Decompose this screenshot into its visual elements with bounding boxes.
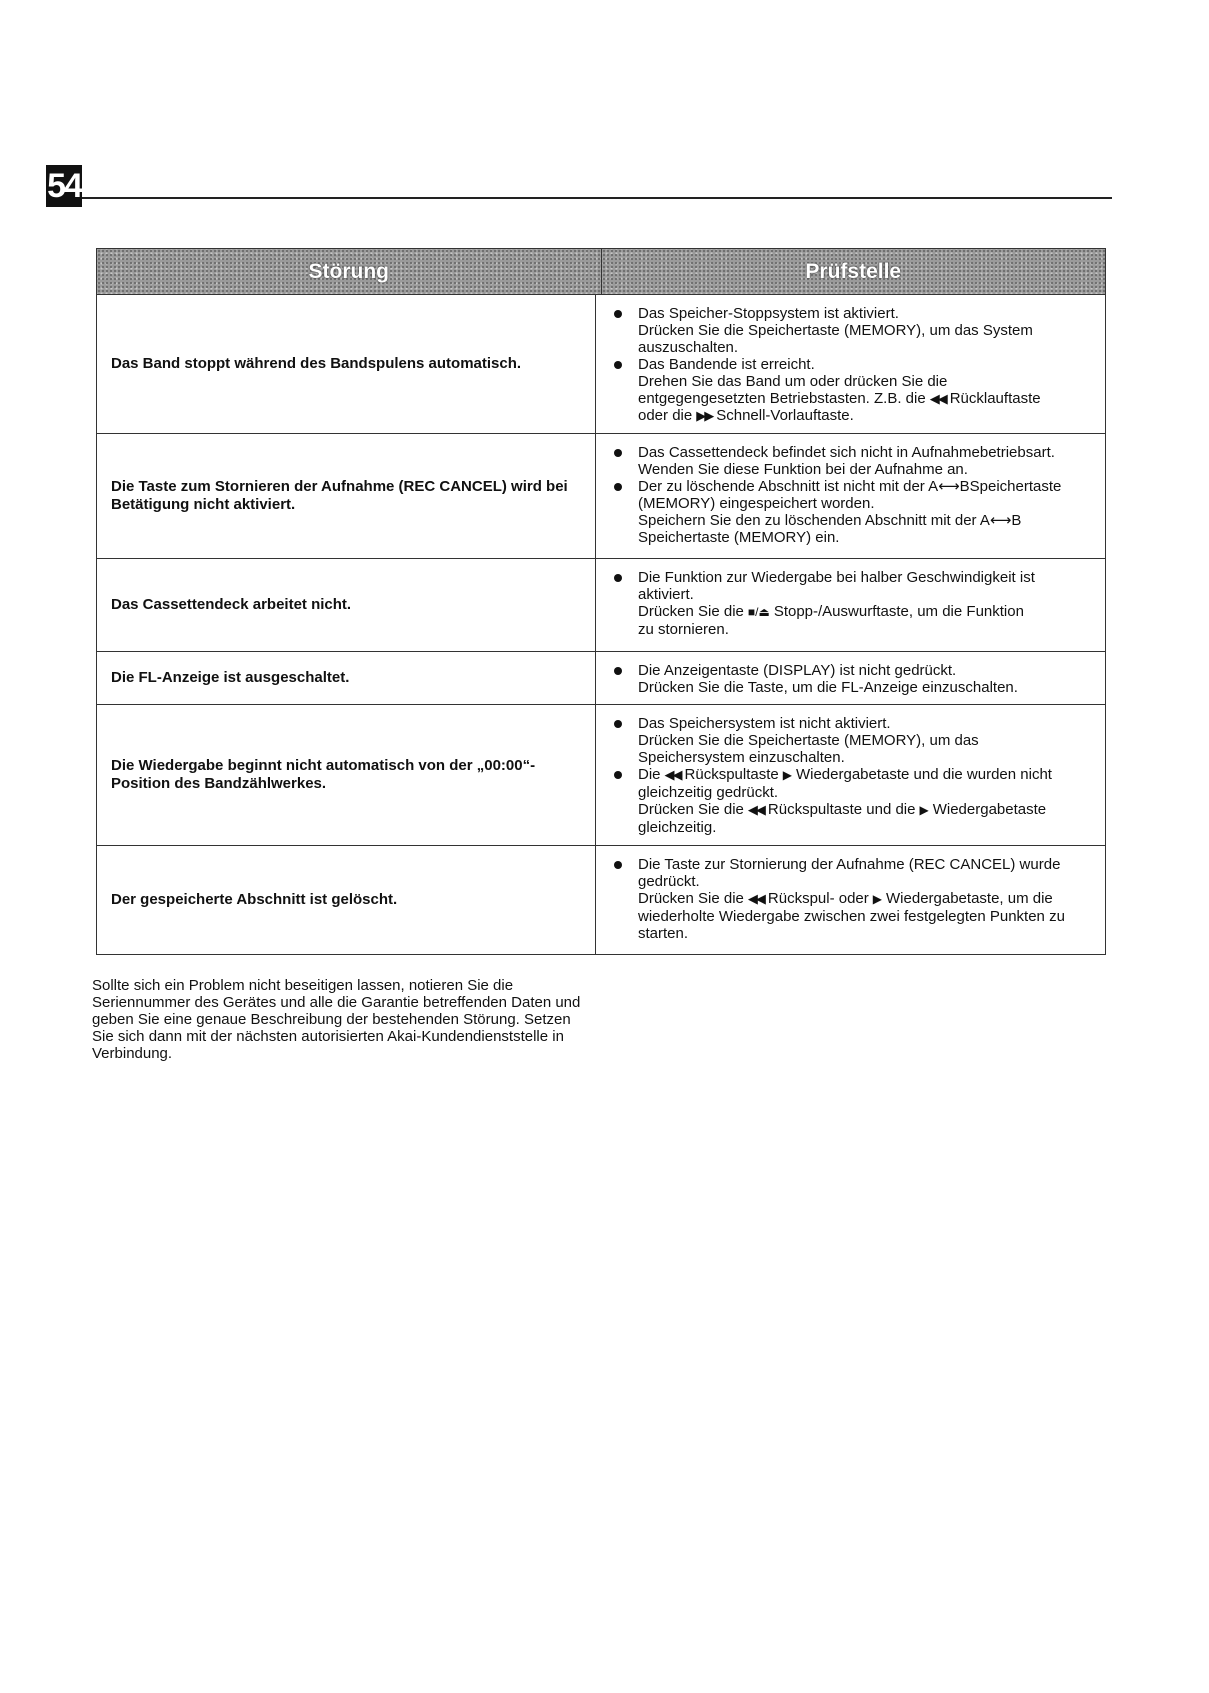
problem-cell: Die FL-Anzeige ist ausgeschaltet. bbox=[97, 652, 596, 704]
table-row bbox=[97, 846, 1105, 954]
rewind-icon: ◀◀ bbox=[664, 767, 681, 782]
problem-cell: Das Cassettendeck arbeitet nicht. bbox=[97, 559, 596, 651]
problem-cell: Die Taste zum Stornieren der Aufnahme (REC CANCEL) wird bei Betätigung nicht aktiviert. bbox=[97, 434, 596, 558]
check-item: Die Taste zur Stornierung der Aufnahme (REC CANCEL) wurde gedrückt. Drücken Sie die ◀◀ Rückspul- oder ▶ Wiedergabetaste, um die wiederholte Wiedergabe zwischen zwei festgelegten Punkten zu starten. bbox=[610, 856, 1093, 942]
header-pruefstelle: Prüfstelle bbox=[602, 249, 1106, 294]
check-item: Der zu löschende Abschnitt ist nicht mit der A⟷BSpeichertaste (MEMORY) eingespeichert worden. Speichern Sie den zu löschenden Abschnitt mit der A⟷B Speichertaste (MEMORY) ein. bbox=[610, 478, 1093, 546]
play-icon: ▶ bbox=[919, 803, 929, 817]
problem-cell: Die Wiedergabe beginnt nicht automatisch von der „00:00“-Position des Bandzählwerkes. bbox=[97, 705, 596, 845]
page-number: 54 bbox=[47, 167, 81, 205]
check-cell bbox=[596, 705, 1105, 845]
footer-note: Sollte sich ein Problem nicht beseitigen lassen, notieren Sie die Seriennummer des Gerätes und alle die Garantie betreffenden Daten und geben Sie eine genaue Beschreibung der bestehenden Störung. Setzen Sie sich dann mit der nächsten autorisierten Akai-Kundendienststelle in Verbindung. bbox=[92, 977, 581, 1062]
check-cell bbox=[596, 434, 1105, 558]
check-cell bbox=[596, 846, 1105, 954]
check-cell bbox=[596, 652, 1105, 704]
check-cell bbox=[596, 295, 1105, 433]
check-item: Das Bandende ist erreicht. Drehen Sie das Band um oder drücken Sie die entgegengesetzten Betriebstasten. Z.B. die ◀◀ Rücklauftaste oder die ▶▶ Schnell-Vorlauftaste. bbox=[610, 356, 1093, 424]
check-item: Das Speichersystem ist nicht aktiviert. Drücken Sie die Speichertaste (MEMORY), um das Speichersystem einzuschalten. bbox=[610, 715, 1093, 766]
check-item: Die Anzeigentaste (DISPLAY) ist nicht gedrückt. Drücken Sie die Taste, um die FL-Anzeige einzuschalten. bbox=[610, 662, 1093, 696]
troubleshooting-table bbox=[96, 248, 1106, 955]
rewind-icon: ◀◀ bbox=[929, 391, 946, 406]
table-row bbox=[97, 652, 1105, 705]
play-icon: ▶ bbox=[872, 892, 883, 906]
table-row bbox=[97, 295, 1105, 434]
check-item: Die ◀◀ Rückspultaste ▶ Wiedergabetaste und die wurden nicht gleichzeitig gedrückt. Drücken Sie die ◀◀ Rückspultaste und die ▶ Wiedergabetaste gleichzeitig. bbox=[610, 766, 1093, 836]
check-item: Das Cassettendeck befindet sich nicht in Aufnahmebetriebsart. Wenden Sie diese Funktion bei der Aufnahme an. bbox=[610, 444, 1093, 478]
rewind-icon: ◀◀ bbox=[747, 891, 764, 906]
check-cell bbox=[596, 559, 1105, 651]
stop-eject-icon: ■/⏏ bbox=[747, 605, 770, 619]
problem-cell: Das Band stoppt während des Bandspulens automatisch. bbox=[97, 295, 596, 433]
header-rule bbox=[82, 197, 1112, 199]
header-stoerung: Störung bbox=[97, 249, 602, 294]
table-header bbox=[97, 249, 1105, 295]
table-row bbox=[97, 559, 1105, 652]
fast-forward-icon: ▶▶ bbox=[696, 408, 713, 423]
table-row bbox=[97, 434, 1105, 559]
rewind-icon: ◀◀ bbox=[747, 802, 764, 817]
problem-cell: Der gespeicherte Abschnitt ist gelöscht. bbox=[97, 846, 596, 954]
check-item: Das Speicher-Stoppsystem ist aktiviert. Drücken Sie die Speichertaste (MEMORY), um das System auszuschalten. bbox=[610, 305, 1093, 356]
play-icon: ▶ bbox=[782, 768, 792, 782]
check-item: Die Funktion zur Wiedergabe bei halber Geschwindigkeit ist aktiviert. Drücken Sie die ■/⏏ Stopp-/Auswurftaste, um die Funktion zu stornieren. bbox=[610, 569, 1093, 638]
table-row bbox=[97, 705, 1105, 846]
